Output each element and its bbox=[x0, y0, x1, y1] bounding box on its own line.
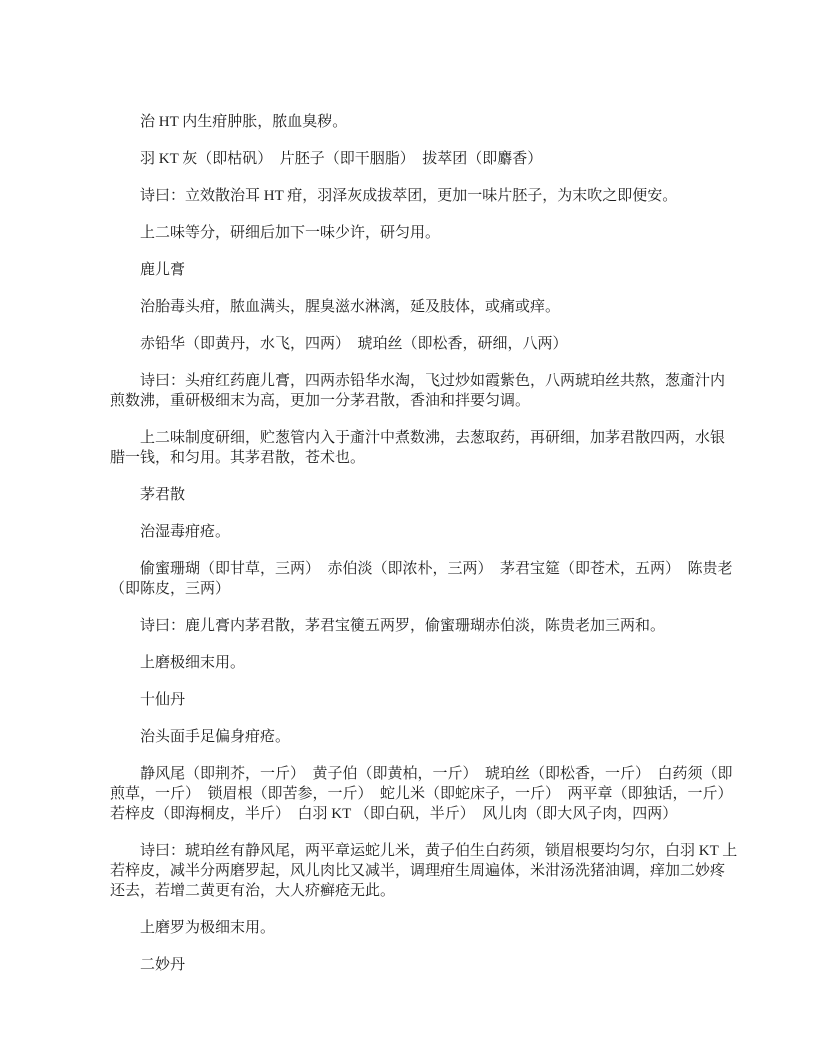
text-line: 治头面手足偏身疳疮。 bbox=[140, 729, 291, 745]
text-line: 偷蜜珊瑚（即甘草，三两） 赤伯淡（即浓朴，三两） 茅君宝筵（即苍术，五两） 陈贵老 bbox=[140, 561, 733, 577]
document-body bbox=[110, 112, 816, 975]
text-line: 治湿毒疳疮。 bbox=[140, 524, 231, 540]
paragraph bbox=[110, 559, 816, 599]
text-line: 还去，若增二黄更有治，大人疥癣疮无此。 bbox=[110, 883, 396, 899]
text-line: （即陈皮，三两） bbox=[110, 581, 231, 597]
text-line: 诗曰：鹿儿膏内茅君散，茅君宝箯五两罗，偷蜜珊瑚赤伯淡，陈贵老加三两和。 bbox=[140, 618, 666, 634]
text-line: 若梓皮（即海桐皮，半斤） 白羽 KT （即白矾，半斤） 风儿肉（即大风子肉，四两） bbox=[110, 806, 678, 822]
paragraph bbox=[110, 223, 816, 243]
paragraph bbox=[110, 616, 816, 636]
text-line: 鹿儿膏 bbox=[140, 262, 186, 278]
section-title bbox=[110, 485, 816, 505]
text-line: 羽 KT 灰（即枯矾） 片胚子（即干胭脂） 拔萃团（即麝香） bbox=[140, 151, 543, 167]
paragraph bbox=[110, 186, 816, 206]
paragraph bbox=[110, 522, 816, 542]
text-line: 静风尾（即荆芥，一斤） 黄子伯（即黄柏，一斤） 琥珀丝（即松香，一斤） 白药须（即 bbox=[140, 766, 733, 782]
paragraph bbox=[110, 653, 816, 673]
paragraph bbox=[110, 841, 816, 901]
paragraph bbox=[110, 428, 816, 468]
text-line: 上磨罗为极细末用。 bbox=[140, 920, 276, 936]
section-title bbox=[110, 260, 816, 280]
text-line: 煎草，一斤） 锁眉根（即苦参，一斤） 蛇儿米（即蛇床子，一斤） 两平章（即独话，一斤） bbox=[110, 786, 733, 802]
text-line: 诗曰：琥珀丝有静风尾，两平章运蛇儿米，黄子伯生白药须，锁眉根要均匀尔，白羽 KT 上 bbox=[140, 843, 738, 859]
text-line: 若梓皮，减半分两磨罗起，风儿肉比又减半，调理疳生周遍体，米泔汤洗猪油调，痒加二妙疼 bbox=[110, 863, 726, 879]
paragraph bbox=[110, 297, 816, 317]
paragraph bbox=[110, 334, 816, 354]
text-line: 治 HT 内生疳肿胀，脓血臭秽。 bbox=[140, 114, 348, 130]
paragraph bbox=[110, 727, 816, 747]
text-line: 腊一钱，和匀用。其茅君散，苍术也。 bbox=[110, 450, 366, 466]
paragraph bbox=[110, 918, 816, 938]
section-title bbox=[110, 955, 816, 975]
text-line: 上二味等分，研细后加下一味少许，研匀用。 bbox=[140, 225, 441, 241]
text-line: 赤铅华（即黄丹，水飞，四两） 琥珀丝（即松香，研细，八两） bbox=[140, 336, 568, 352]
text-line: 上磨极细末用。 bbox=[140, 655, 246, 671]
text-line: 诗曰：头疳红药鹿儿膏，四两赤铅华水淘，飞过炒如霞紫色，八两琥珀丝共熬，葱齑汁内 bbox=[140, 373, 726, 389]
text-line: 茅君散 bbox=[140, 487, 186, 503]
text-line: 治胎毒头疳，脓血满头，腥臭滋水淋漓，延及肢体，或痛或痒。 bbox=[140, 299, 561, 315]
text-line: 诗曰：立效散治耳 HT 疳，羽泽灰成拔萃团，更加一味片胚子，为末吹之即便安。 bbox=[140, 188, 678, 204]
text-line: 煎数沸，重研极细末为高，更加一分茅君散，香油和拌要匀调。 bbox=[110, 393, 531, 409]
text-line: 上二味制度研细，贮葱管内入于齑汁中煮数沸，去葱取药，再研细，加茅君散四两，水银 bbox=[140, 430, 726, 446]
paragraph bbox=[110, 371, 816, 411]
paragraph bbox=[110, 112, 816, 132]
paragraph bbox=[110, 764, 816, 824]
text-line: 二妙丹 bbox=[140, 957, 186, 973]
paragraph bbox=[110, 149, 816, 169]
section-title bbox=[110, 690, 816, 710]
text-line: 十仙丹 bbox=[140, 692, 186, 708]
